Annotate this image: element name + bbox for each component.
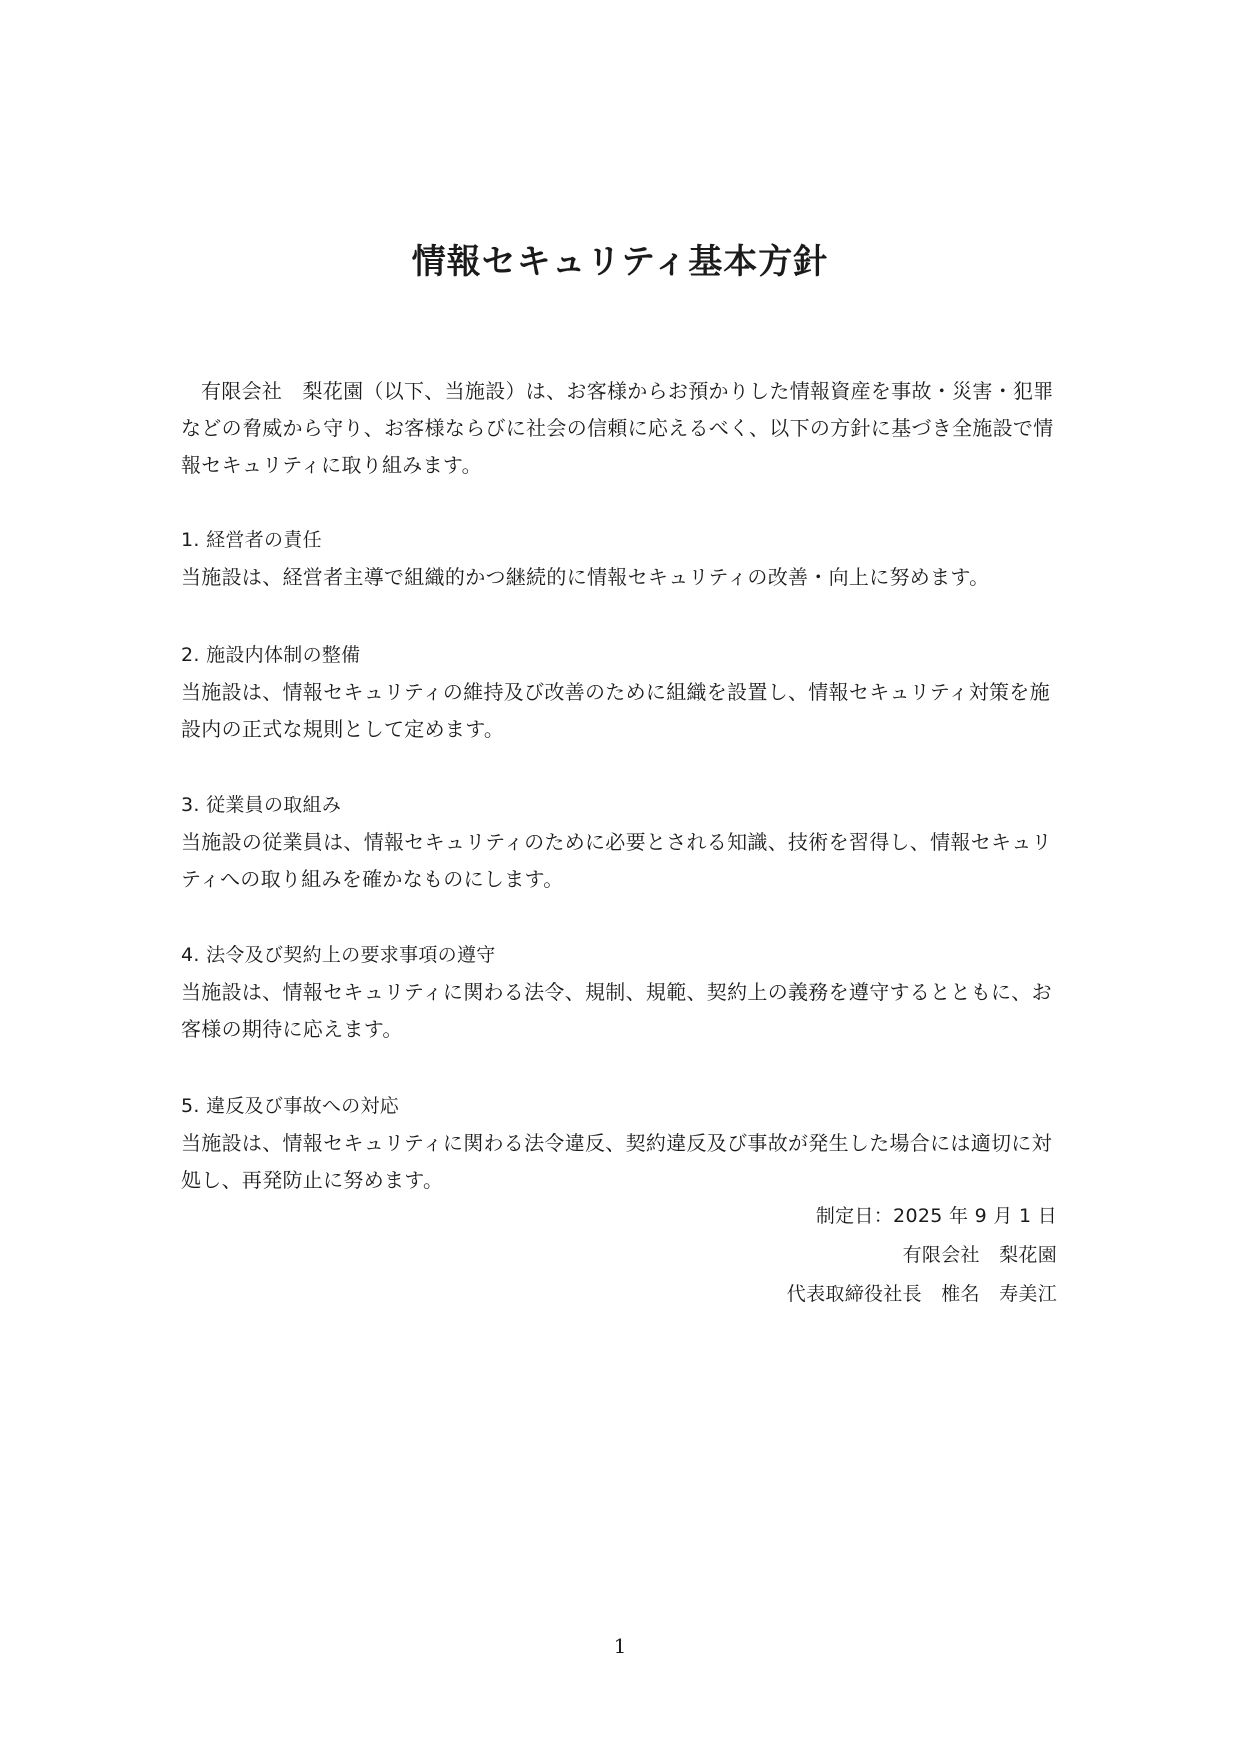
section-heading: 4. 法令及び契約上の要求事項の遵守: [181, 944, 496, 966]
signature-block: [787, 1197, 1057, 1314]
document-title: 情報セキュリティ基本方針: [411, 242, 829, 282]
representative-name: 代表取締役社長 椎名 寿美江: [786, 1283, 1057, 1305]
policy-section-2: [181, 637, 1061, 748]
company-name: 有限会社 梨花園: [902, 1244, 1057, 1266]
policy-section-4: [181, 937, 1061, 1048]
section-heading: 5. 違反及び事故への対応: [181, 1095, 400, 1117]
policy-section-5: [181, 1088, 1061, 1199]
section-body: 当施設は、経営者主導で組織的かつ継続的に情報セキュリティの改善・向上に努めます。: [181, 565, 990, 589]
page-number: 1: [613, 1634, 627, 1658]
section-heading: 2. 施設内体制の整備: [181, 644, 361, 666]
enactment-date: 制定日：2025 年 9 月 1 日: [815, 1205, 1057, 1227]
section-body: 当施設の従業員は、情報セキュリティのために必要とされる知識、技術を習得し、情報セキュリティへの取り組みを確かなものにします。: [181, 830, 1052, 891]
section-heading: 3. 従業員の取組み: [181, 794, 342, 816]
policy-section-1: [181, 522, 1061, 596]
section-body: 当施設は、情報セキュリティに関わる法令、規制、規範、契約上の義務を遵守するとともに、お客様の期待に応えます。: [181, 980, 1052, 1041]
section-body: 当施設は、情報セキュリティの維持及び改善のために組織を設置し、情報セキュリティ対策を施設内の正式な規則として定めます。: [181, 680, 1050, 741]
intro-paragraph: 有限会社 梨花園（以下、当施設）は、お客様からお預かりした情報資産を事故・災害・犯罪などの脅威から守り、お客様ならびに社会の信頼に応えるべく、以下の方針に基づき全施設で情報セキュリティに取り組みます。: [181, 379, 1054, 477]
section-heading: 1. 経営者の責任: [181, 529, 322, 551]
policy-section-3: [181, 787, 1061, 898]
section-body: 当施設は、情報セキュリティに関わる法令違反、契約違反及び事故が発生した場合には適切に対処し、再発防止に努めます。: [181, 1131, 1052, 1192]
